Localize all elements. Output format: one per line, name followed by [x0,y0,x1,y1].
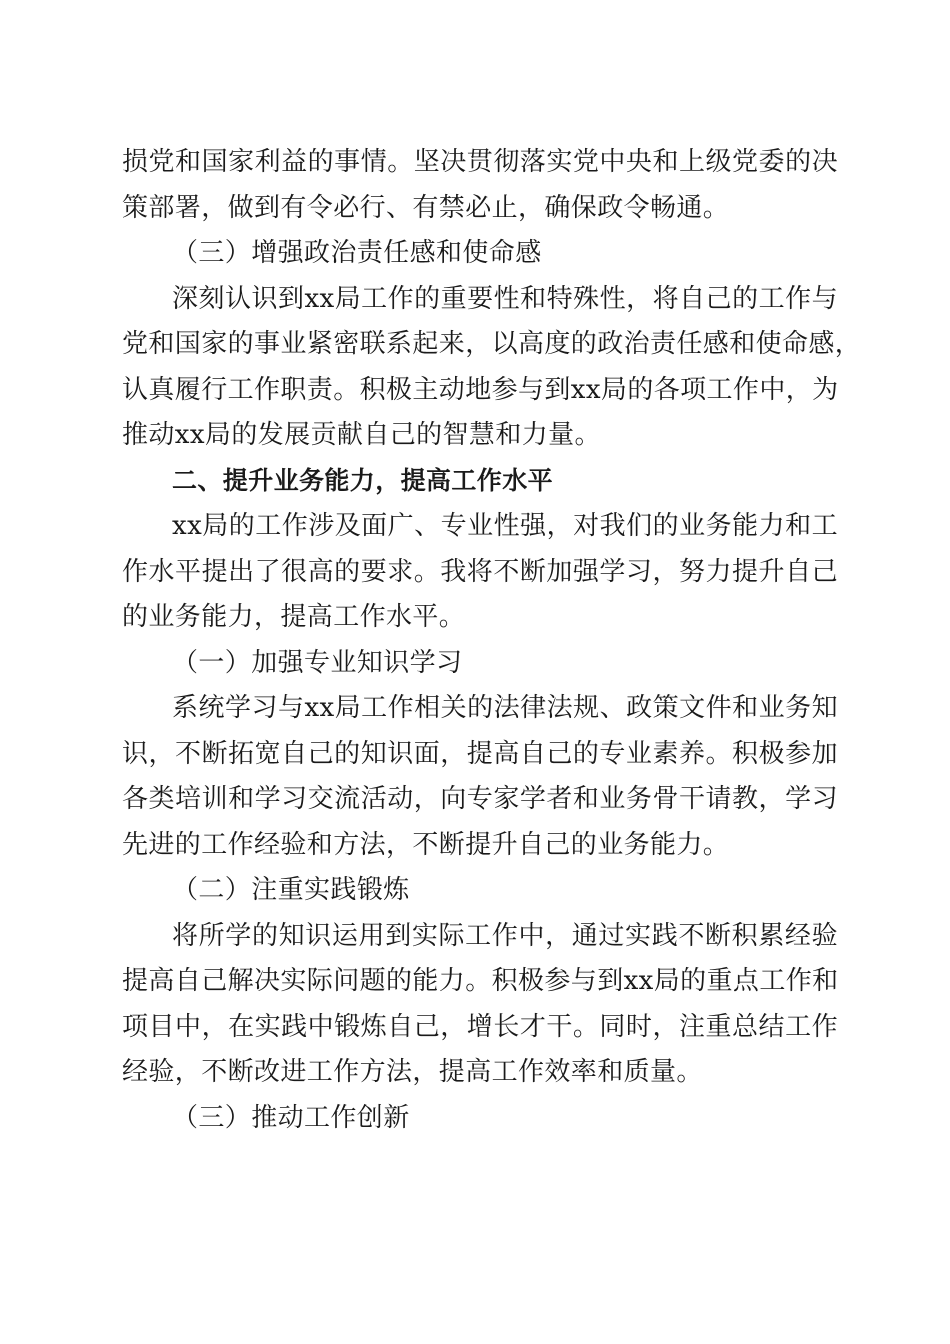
paragraph-line: 识，不断拓宽自己的知识面，提高自己的专业素养。积极参加 [122,739,838,769]
paragraph-line: xx局的工作涉及面广、专业性强，对我们的业务能力和工 [172,511,838,541]
paragraph-line: 将所学的知识运用到实际工作中，通过实践不断积累经验 [172,921,838,951]
paragraph-line: 党和国家的事业紧密联系起来，以高度的政治责任感和使命感， [122,329,862,359]
paragraph-line: 各类培训和学习交流活动，向专家学者和业务骨干请教，学习 [122,784,838,814]
paragraph-line: 认真履行工作职责。积极主动地参与到xx局的各项工作中，为 [122,375,839,405]
paragraph-line: 损党和国家利益的事情。坚决贯彻落实党中央和上级党委的决 [122,147,838,177]
paragraph-line: 经验，不断改进工作方法，提高工作效率和质量。 [122,1057,703,1087]
section-heading: （三）增强政治责任感和使命感 [172,238,542,268]
chapter-heading: 二、提升业务能力，提高工作水平 [172,466,554,495]
paragraph-line: 的业务能力，提高工作水平。 [122,602,466,632]
section-heading: （三）推动工作创新 [172,1103,410,1133]
paragraph-line: 先进的工作经验和方法，不断提升自己的业务能力。 [122,830,730,860]
section-heading: （一）加强专业知识学习 [172,648,463,678]
paragraph-line: 系统学习与xx局工作相关的法律法规、政策文件和业务知 [172,693,838,723]
paragraph-line: 深刻认识到xx局工作的重要性和特殊性，将自己的工作与 [172,284,838,314]
paragraph-line: 项目中，在实践中锻炼自己，增长才干。同时，注重总结工作 [122,1012,838,1042]
paragraph-line: 作水平提出了很高的要求。我将不断加强学习，努力提升自己 [122,557,838,587]
paragraph-line: 策部署，做到有令必行、有禁必止，确保政令畅通。 [122,193,730,223]
paragraph-line: 推动xx局的发展贡献自己的智慧和力量。 [122,420,601,450]
paragraph-line: 提高自己解决实际问题的能力。积极参与到xx局的重点工作和 [122,966,839,996]
section-heading: （二）注重实践锻炼 [172,875,410,905]
